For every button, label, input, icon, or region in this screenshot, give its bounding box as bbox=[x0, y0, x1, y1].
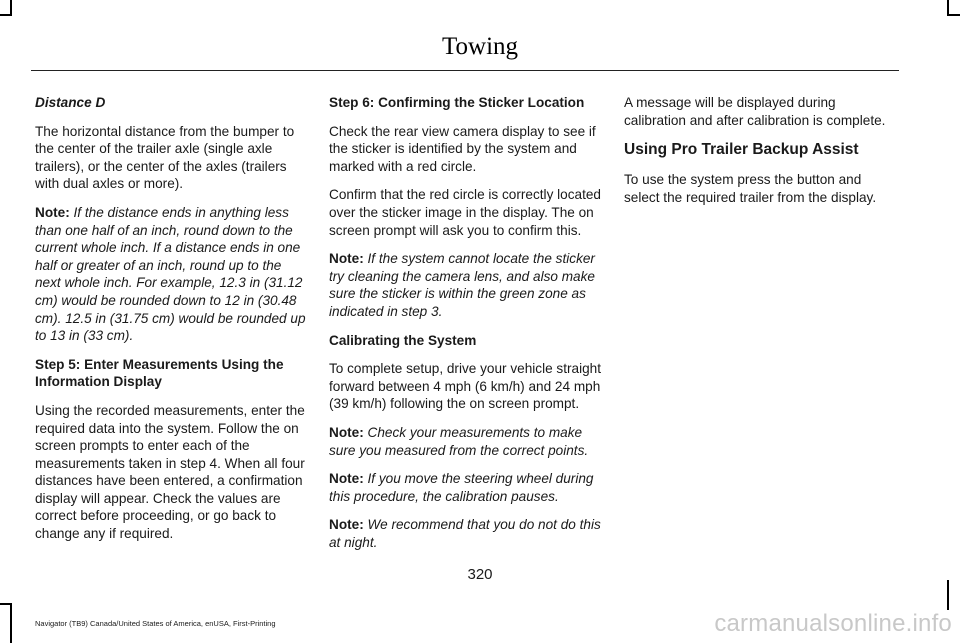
note-text: Check your measurements to make sure you measured from the correct points. bbox=[329, 424, 589, 458]
pro-trailer-heading: Using Pro Trailer Backup Assist bbox=[624, 141, 859, 159]
note-label: Note: bbox=[329, 471, 364, 487]
note-2 bbox=[329, 250, 601, 320]
step-6-body-1: Check the rear view camera display to see if the sticker is identified by the system and marked with a red circle. bbox=[329, 123, 596, 174]
header-rule bbox=[31, 70, 899, 71]
crop-mark-top-right-h bbox=[947, 14, 960, 16]
note-text: We recommend that you do not do this at night. bbox=[329, 517, 601, 550]
note-label: Note: bbox=[329, 517, 364, 533]
step-6-heading: Step 6: Confirming the Sticker Location bbox=[329, 95, 585, 110]
column-2 bbox=[329, 94, 601, 562]
note-label: Note: bbox=[329, 424, 364, 440]
pro-trailer-body: To use the system press the button and select the required trailer from the display. bbox=[624, 172, 877, 205]
message-body: A message will be displayed during calibration and after calibration is complete. bbox=[624, 95, 886, 128]
distance-d-heading: Distance D bbox=[35, 95, 106, 110]
calibrating-body: To complete setup, drive your vehicle straight forward between 4 mph (6 km/h) and 24 mph (39 km/h) following the on screen prompt. bbox=[329, 361, 602, 412]
crop-mark-bottom-left-h bbox=[0, 603, 12, 605]
watermark: carmanualsonline.info bbox=[714, 610, 952, 637]
note-label: Note: bbox=[35, 204, 70, 220]
note-label: Note: bbox=[329, 251, 364, 267]
page-number: 320 bbox=[467, 566, 493, 583]
note-text: If you move the steering wheel during this procedure, the calibration pauses. bbox=[329, 471, 594, 504]
note-1 bbox=[35, 204, 307, 345]
column-1 bbox=[35, 94, 307, 554]
column-3 bbox=[624, 94, 896, 217]
page-title: Towing bbox=[441, 33, 519, 60]
calibrating-heading: Calibrating the System bbox=[329, 332, 477, 348]
note-3 bbox=[329, 424, 601, 459]
note-5 bbox=[329, 516, 601, 551]
crop-mark-top-left-h bbox=[0, 14, 12, 16]
step-6-body-2: Confirm that the red circle is correctly located over the sticker image in the display. The on screen prompt will ask you to confirm this. bbox=[329, 187, 601, 238]
distance-d-body: The horizontal distance from the bumper to the center of the trailer axle (single axle trailers), or the center of the axles (trailers with dual axles or more). bbox=[35, 123, 295, 192]
step-5-heading: Step 5: Enter Measurements Using the Information Display bbox=[35, 356, 284, 390]
crop-mark-bottom-right-v bbox=[947, 580, 949, 610]
step-5-body: Using the recorded measurements, enter the required data into the system. Follow the on screen prompts to enter each of the measurements taken in step 4. When all four distances have been entered, a confirmation display will appear. Check the values are correct before proceeding, or go back to change any if required. bbox=[35, 402, 305, 542]
note-text: If the system cannot locate the sticker try cleaning the camera lens, and also make sure the sticker is within the green zone as indicated in step 3. bbox=[329, 251, 595, 319]
crop-mark-bottom-left-v bbox=[10, 603, 12, 643]
note-text: If the distance ends in anything less than one half of an inch, round down to the current whole inch. If a distance ends in one half or greater of an inch, round up to the next whole inch. For example, 12.3 in (31.12 cm) would be rounded down to 12 in (30.48 cm). 12.5 in (31.75 cm) would be rounded up to 13 in (33 cm). bbox=[35, 204, 306, 344]
document-info: Navigator (TB9) Canada/United States of America, enUSA, First-Printing bbox=[35, 619, 276, 628]
note-4 bbox=[329, 470, 601, 505]
